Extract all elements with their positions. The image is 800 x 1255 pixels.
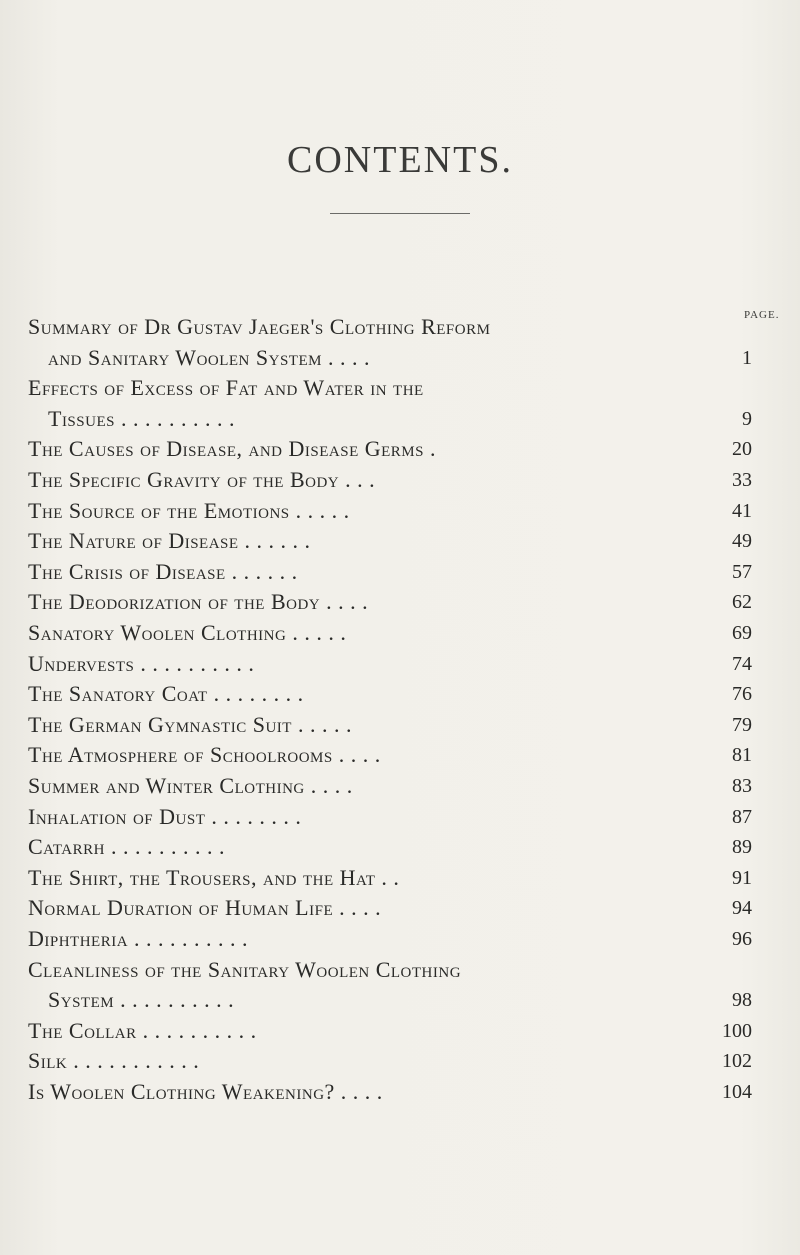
toc-entry-title: The Source of the Emotions . . . . . <box>28 497 350 523</box>
toc-page-number: 94 <box>732 897 752 920</box>
toc-entry-title: The Collar . . . . . . . . . . <box>28 1017 257 1043</box>
toc-entry-title: The Atmosphere of Schoolrooms . . . . <box>28 742 381 768</box>
toc-entry-title-continued: Tissues . . . . . . . . . . <box>48 405 235 431</box>
toc-entry-title-continued: System . . . . . . . . . . <box>48 987 235 1013</box>
toc-entry-title: Silk . . . . . . . . . . . <box>28 1048 200 1074</box>
toc-entry-title: The Specific Gravity of the Body . . . <box>28 467 376 492</box>
toc-entry-title: Summary of Dr Gustav Jaeger's Clothing Reform <box>28 314 491 339</box>
toc-page-number: 79 <box>732 713 752 736</box>
toc-page-number: 83 <box>732 775 752 797</box>
toc-entry-title: Normal Duration of Human Life . . . . <box>28 895 382 921</box>
page-column-label: PAGE. <box>744 309 780 321</box>
toc-entry-title: The Causes of Disease, and Disease Germs . <box>28 436 436 462</box>
toc-page-number: 76 <box>732 683 752 706</box>
toc-page-number: 87 <box>732 805 752 828</box>
toc-entry-title: The Shirt, the Trousers, and the Hat . . <box>28 864 400 890</box>
toc-entry-title: The Deodorization of the Body . . . . <box>28 589 369 615</box>
toc-entry-title: The German Gymnastic Suit . . . . . <box>28 711 352 737</box>
toc-entry-title: The Nature of Disease . . . . . . <box>28 528 311 554</box>
toc-entry-title: The Crisis of Disease . . . . . . <box>28 558 298 584</box>
toc-page-number: 41 <box>732 499 752 522</box>
toc-page-number: 91 <box>732 866 752 889</box>
toc-page-number: 57 <box>732 560 752 583</box>
toc-entry-title: Catarrh . . . . . . . . . . <box>28 834 225 860</box>
toc-page-number: 69 <box>732 622 752 644</box>
toc-page-number: 20 <box>732 438 752 461</box>
toc-page-number: 98 <box>732 989 752 1012</box>
toc-page-number: 89 <box>732 836 752 859</box>
toc-entry-title: Effects of Excess of Fat and Water in the <box>28 375 424 401</box>
toc-page-number: 49 <box>732 530 752 553</box>
toc-page-number: 81 <box>732 744 752 767</box>
toc-entry-title: Summer and Winter Clothing . . . . <box>28 773 353 798</box>
toc-page-number: 104 <box>722 1081 752 1103</box>
toc-page-number: 33 <box>732 469 752 491</box>
toc-page-number: 9 <box>742 407 752 430</box>
toc-page-number: 1 <box>742 346 752 369</box>
toc-page-number: 100 <box>722 1019 752 1042</box>
toc-entry-title: Inhalation of Dust . . . . . . . . <box>28 803 302 829</box>
toc-page-number: 62 <box>732 591 752 614</box>
toc-page-number: 74 <box>732 652 752 675</box>
toc-entry-title: Cleanliness of the Sanitary Woolen Clothing <box>28 956 462 982</box>
toc-page-number: 102 <box>722 1050 752 1073</box>
toc-entry-title: Undervests . . . . . . . . . . <box>28 650 255 676</box>
page-title: CONTENTS. <box>287 139 513 181</box>
toc-entry-title-continued: and Sanitary Woolen System . . . . <box>48 344 370 370</box>
toc-entry-title: Is Woolen Clothing Weakening? . . . . <box>28 1079 383 1104</box>
toc-page-number: 96 <box>732 928 752 950</box>
toc-entry-title: Diphtheria . . . . . . . . . . <box>28 926 249 951</box>
toc-entry-title: Sanatory Woolen Clothing . . . . . <box>28 620 347 645</box>
toc-entry-title: The Sanatory Coat . . . . . . . . <box>28 681 304 707</box>
